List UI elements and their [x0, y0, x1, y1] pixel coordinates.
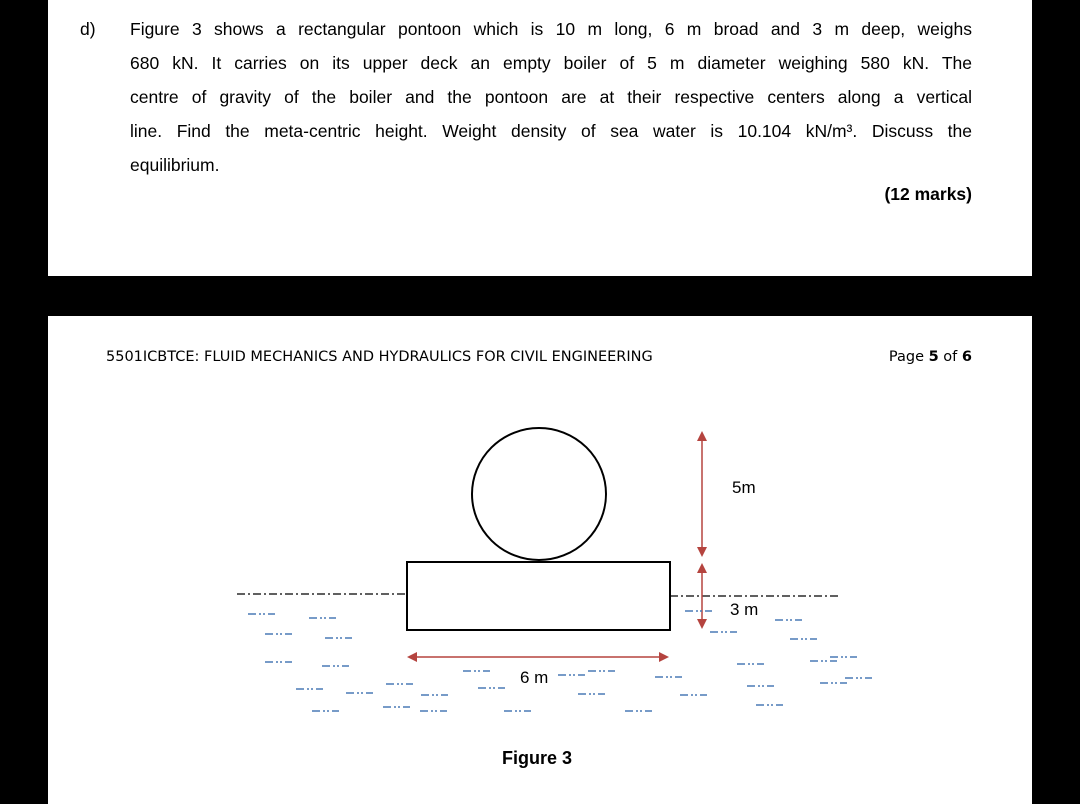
pontoon-rect	[407, 562, 670, 630]
width-dimension-label: 6 m	[520, 668, 549, 687]
page-of: of	[938, 349, 962, 365]
question-line: Figure 3 shows a rectangular pontoon which is 10 m long, 6 m broad and 3 m deep, weighs	[130, 19, 972, 39]
question-line: equilibrium.	[130, 155, 220, 175]
depth-dimension-label: 3 m	[730, 600, 759, 619]
boiler-dimension-label: 5m	[732, 478, 756, 497]
page-current: 5	[928, 349, 939, 365]
figure-caption: Figure 3	[502, 748, 573, 768]
question-line: line. Find the meta-centric height. Weight density of sea water is 10.104 kN/m³. Discuss the	[130, 121, 972, 141]
page-total: 6	[961, 349, 972, 365]
boiler-circle	[472, 428, 606, 560]
question-line: centre of gravity of the boiler and the pontoon are at their respective centers along a vertical	[130, 87, 972, 107]
marks: (12 marks)	[884, 184, 972, 204]
question-label: d)	[80, 19, 96, 39]
water-marks	[248, 611, 872, 711]
course-header: 5501ICBTCE: FLUID MECHANICS AND HYDRAULICS FOR CIVIL ENGINEERING	[106, 349, 653, 365]
question-line: 680 kN. It carries on its upper deck an empty boiler of 5 m diameter weighing 580 kN. The	[130, 53, 972, 73]
page-prefix: Page	[888, 349, 929, 365]
